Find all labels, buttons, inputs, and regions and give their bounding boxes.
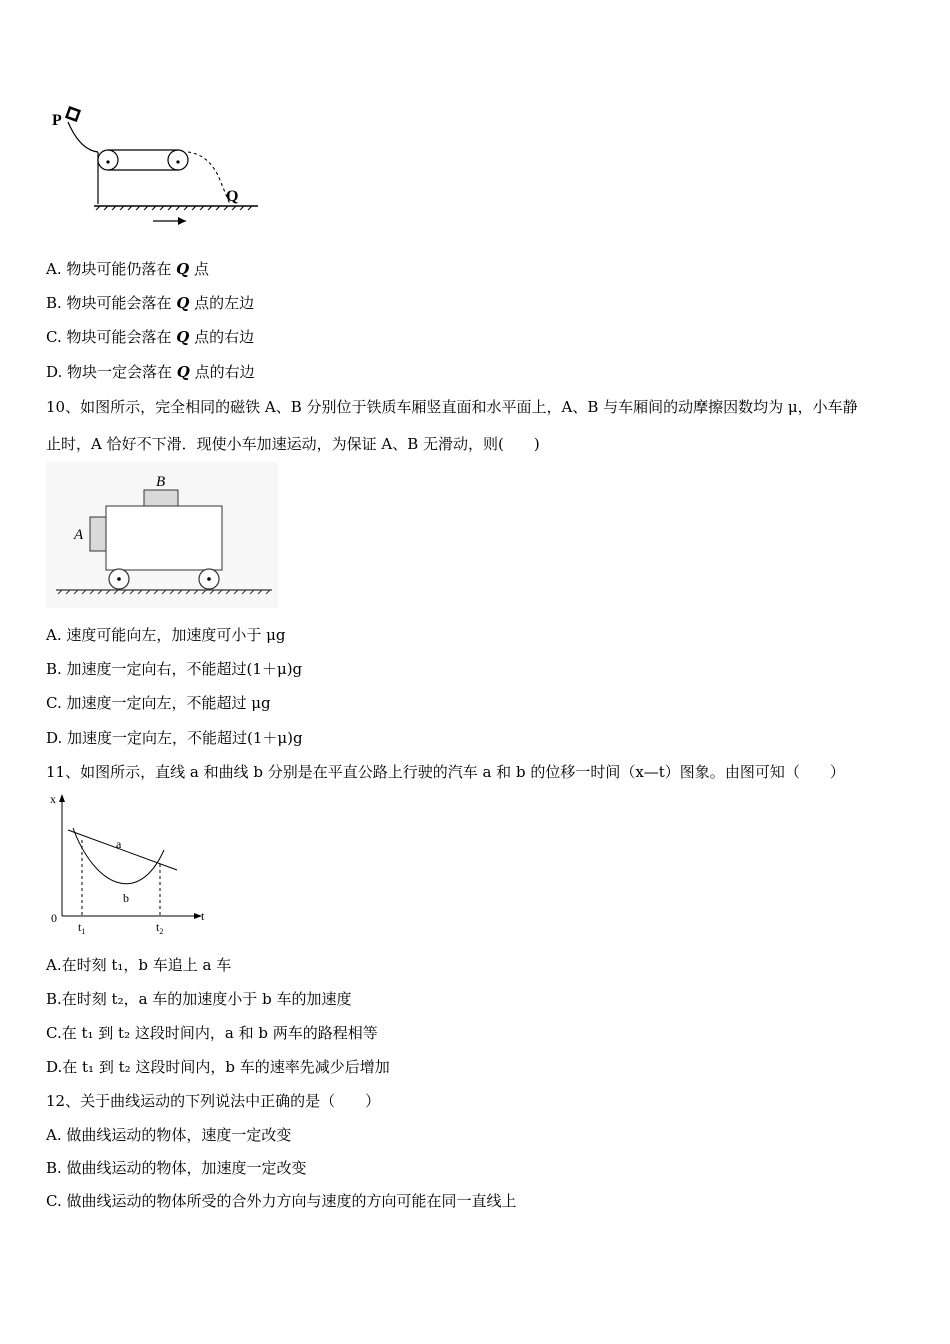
line-a xyxy=(68,830,177,870)
label-line-a: a xyxy=(116,837,122,851)
trajectory-p xyxy=(68,122,98,152)
trajectory-dashed xyxy=(188,152,230,204)
q11-option-a: A.在时刻 t₁，b 车追上 a 车 xyxy=(46,956,232,974)
q9-option-a: A. 物块可能仍落在 Q 点 xyxy=(46,260,209,278)
pulley-right xyxy=(168,150,188,170)
t1-label: $t_1$ xyxy=(78,920,86,936)
xt-graph xyxy=(46,790,216,935)
q9-option-c: C. 物块可能会落在 Q 点的右边 xyxy=(46,328,255,346)
pulley-left xyxy=(98,150,118,170)
q11-option-c: C.在 t₁ 到 t₂ 这段时间内，a 和 b 两车的路程相等 xyxy=(46,1024,378,1042)
t2-label: $t_2$ xyxy=(156,920,164,936)
q10-option-c: C. 加速度一定向左，不能超过 μg xyxy=(46,694,271,712)
q12-option-b: B. 做曲线运动的物体，加速度一定改变 xyxy=(46,1159,307,1177)
q12-stem: 12、关于曲线运动的下列说法中正确的是（ ） xyxy=(46,1092,381,1110)
label-a: A xyxy=(74,527,84,543)
q9-option-b: B. 物块可能会落在 Q 点的左边 xyxy=(46,294,255,312)
x-axis-label: t xyxy=(201,909,205,923)
q10-option-b: B. 加速度一定向右，不能超过(1＋μ)g xyxy=(46,660,303,678)
label-q: Q xyxy=(226,188,239,205)
block-p xyxy=(67,108,80,121)
label-p: P xyxy=(52,112,62,129)
q12-option-c: C. 做曲线运动的物体所受的合外力方向与速度的方向可能在同一直线上 xyxy=(46,1192,517,1210)
cart-body xyxy=(106,506,222,570)
q10-stem-line2: 止时，A 恰好不下滑．现使小车加速运动，为保证 A、B 无滑动，则( ) xyxy=(46,435,540,453)
q10-option-a: A. 速度可能向左，加速度可小于 μg xyxy=(46,626,286,644)
magnet-b xyxy=(144,490,178,506)
label-curve-b: b xyxy=(123,891,129,905)
cart-figure xyxy=(46,462,278,608)
label-b: B xyxy=(156,474,166,490)
q11-stem: 11、如图所示，直线 a 和曲线 b 分别是在平直公路上行驶的汽车 a 和 b 的位移一时间（x—t）图象。由图可知（ ） xyxy=(46,763,845,781)
conveyor-figure xyxy=(48,100,278,240)
magnet-a xyxy=(90,517,106,551)
q11-option-d: D.在 t₁ 到 t₂ 这段时间内，b 车的速率先减少后增加 xyxy=(46,1058,390,1076)
q12-option-a: A. 做曲线运动的物体，速度一定改变 xyxy=(46,1126,292,1144)
q10-option-d: D. 加速度一定向左，不能超过(1＋μ)g xyxy=(46,729,303,747)
y-axis-label: x xyxy=(50,792,56,806)
q10-stem-line1: 10、如图所示，完全相同的磁铁 A、B 分别位于铁质车厢竖直面和水平面上，A、B 与车厢间的动摩擦因数均为 μ，小车静 xyxy=(46,398,858,416)
origin-label: 0 xyxy=(51,911,57,925)
q11-option-b: B.在时刻 t₂，a 车的加速度小于 b 车的加速度 xyxy=(46,990,352,1008)
q9-option-d: D. 物块一定会落在 Q 点的右边 xyxy=(46,363,255,381)
